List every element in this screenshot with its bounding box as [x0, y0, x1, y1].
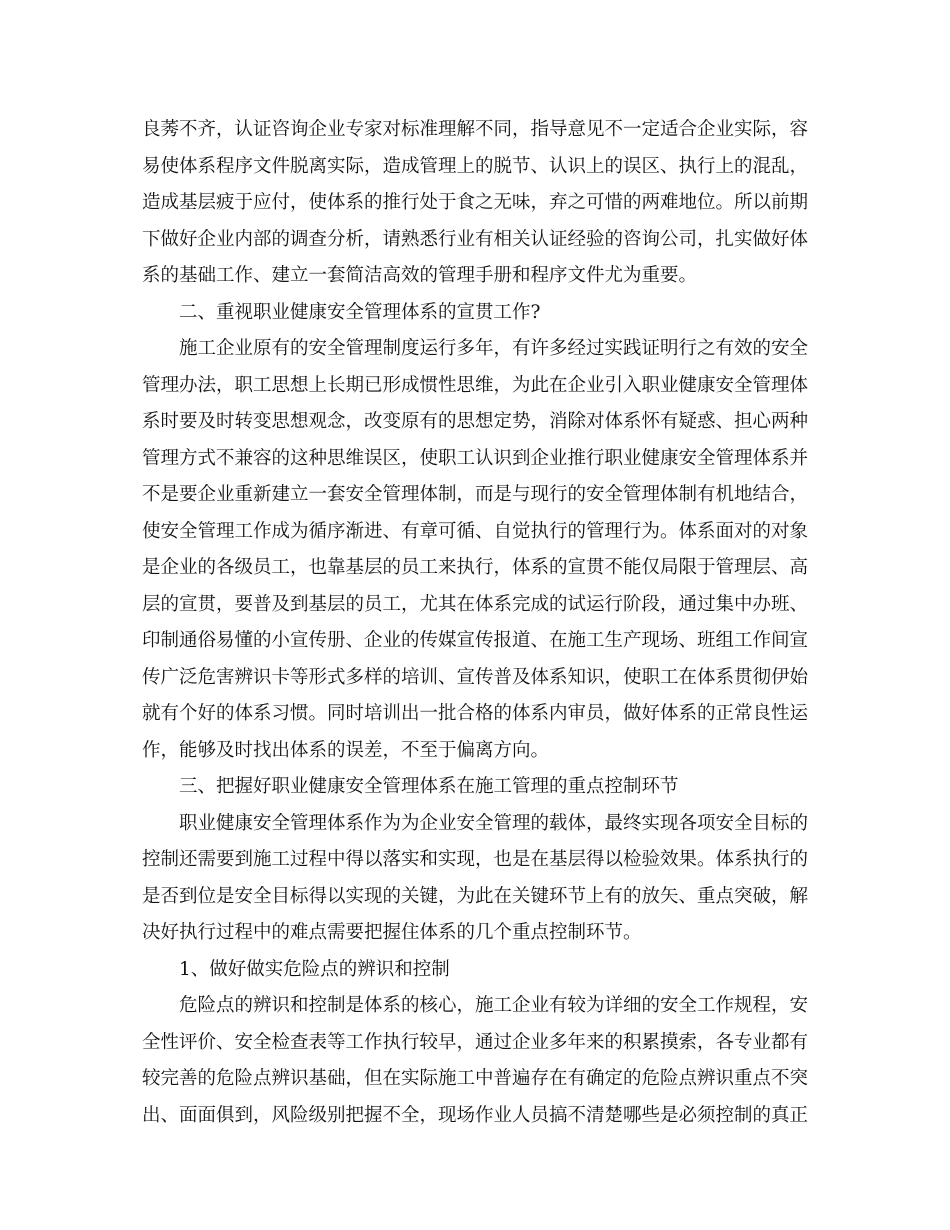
section-heading-2: 二、重视职业健康安全管理体系的宣贯工作?: [179, 301, 541, 323]
paragraph-body: 施工企业原有的安全管理制度运行多年，有许多经过实践证明行之有效的安全管理办法，职工思想上长期已形成惯性思维，为此在企业引入职业健康安全管理体系时要及时转变思想观念，改变原有的思想定势，消除对体系怀有疑惑、担心两种管理方式不兼容的这种思维误区，使职工认识到企业推行职业健康安全管理体系并不是要企业重新建立一套安全管理体制，而是与现行的安全管理体制有机地结合，使安全管理工作成为循序渐进、有章可循、自觉执行的管理行为。体系面对的对象是企业的各级员工，也靠基层的员工来执行，体系的宣贯不能仅局限于管理层、高层的宣贯，要普及到基层的员工，尤其在体系完成的试运行阶段，通过集中办班、印制通俗易懂的小宣传册、企业的传媒宣传报道、在施工生产现场、班组工作间宣传广泛危害辨识卡等形式多样的培训、宣传普及体系知识，使职工在体系贯彻伊始就有个好的体系习惯。同时培训出一批合格的体系内审员，做好体系的正常良性运作，能够及时找出体系的误差，不至于偏离方向。: [142, 338, 809, 761]
section-heading-3: 三、把握好职业健康安全管理体系在施工管理的重点控制环节: [179, 776, 679, 797]
paragraph-body: 危险点的辨识和控制是体系的核心，施工企业有较为详细的安全工作规程，安全性评价、安全检查表等工作执行较早，通过企业多年来的积累摸索，各专业都有较完善的危险点辨识基础，但在实际施工中普遍存在有确定的危险点辨识重点不突出、面面俱到，风险级别把握不全，现场作业人员搞不清楚哪些是必须控制的真正: [142, 995, 809, 1126]
subsection-heading-1: 1、做好做实危险点的辨识和控制: [179, 958, 450, 980]
paragraph-body: 职业健康安全管理体系作为为企业安全管理的载体，最终实现各项安全目标的控制还需要到施工过程中得以落实和实现，也是在基层得以检验效果。体系执行的是否到位是安全目标得以实现的关键，为此在关键环节上有的放矢、重点突破，解决好执行过程中的难点需要把握住体系的几个重点控制环节。: [142, 812, 809, 943]
paragraph-continuation: 良莠不齐，认证咨询企业专家对标准理解不同，指导意见不一定适合企业实际，容易使体系程序文件脱离实际，造成管理上的脱节、认识上的误区、执行上的混乱，造成基层疲于应付，使体系的推行处于食之无味，弃之可惜的两难地位。所以前期下做好企业内部的调查分析，请熟悉行业有相关认证经验的咨询公司，扎实做好体系的基础工作、建立一套简洁高效的管理手册和程序文件尤为重要。: [142, 119, 809, 286]
document-body: [142, 112, 808, 1134]
